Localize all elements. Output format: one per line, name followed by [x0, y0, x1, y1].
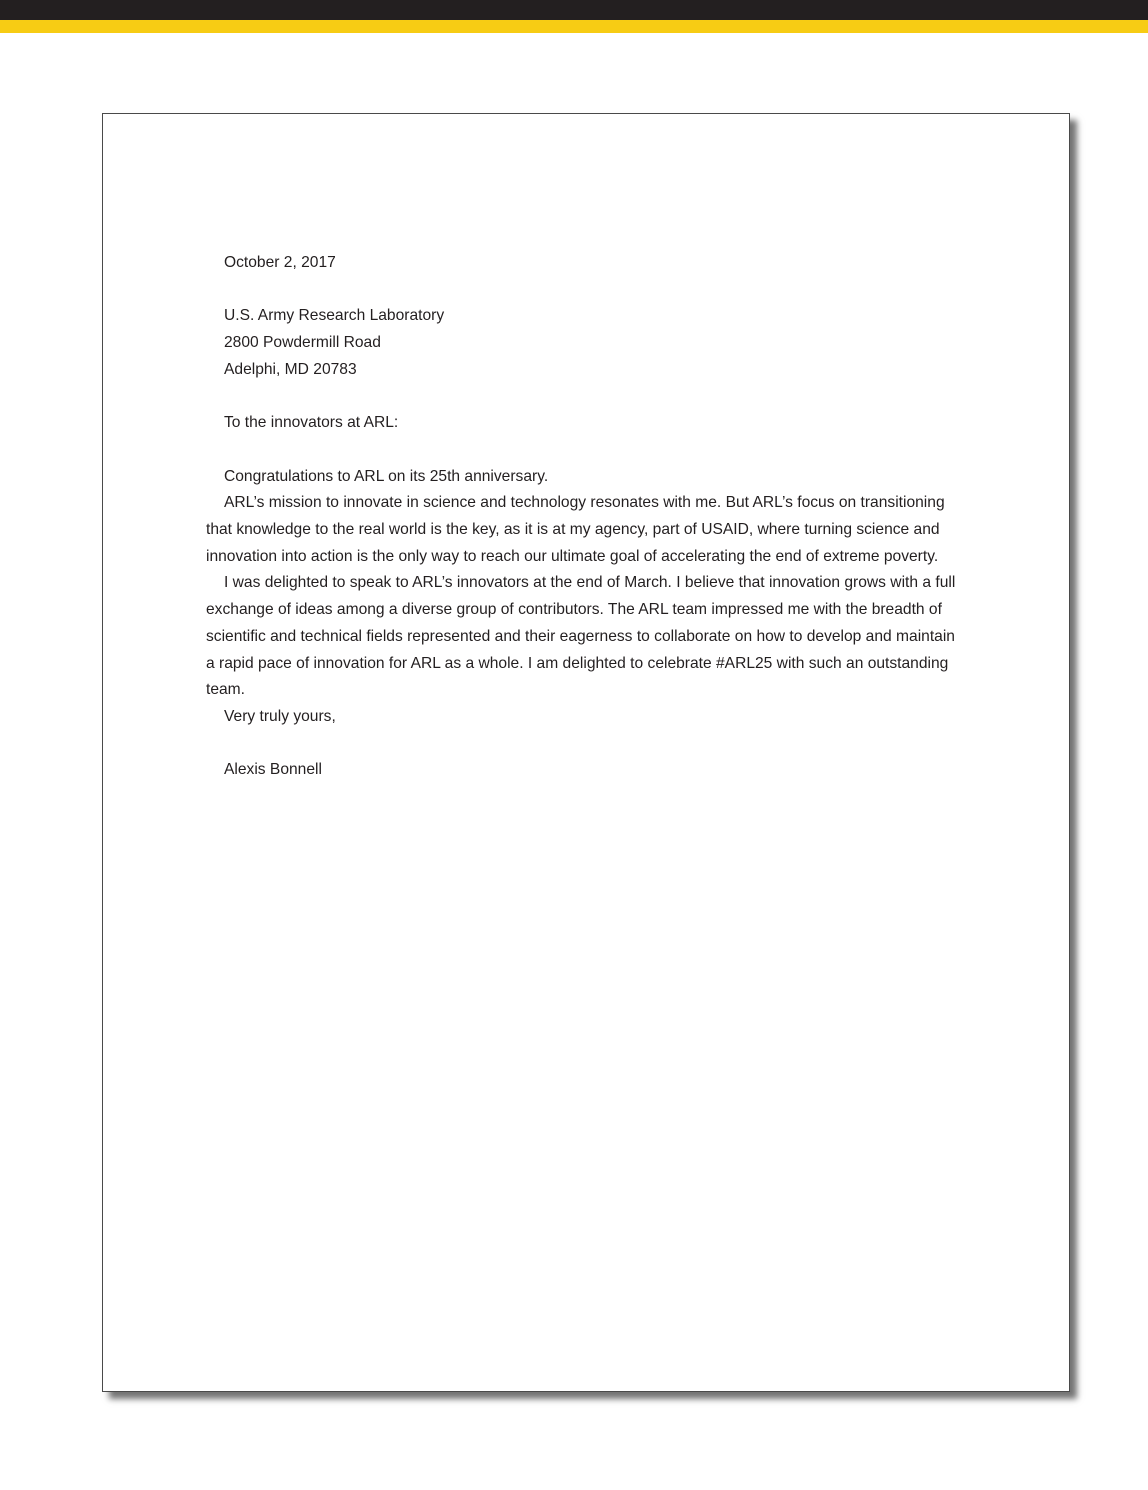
address-line-3: Adelphi, MD 20783: [224, 360, 357, 378]
letter-content: [206, 250, 966, 784]
letter-date: October 2, 2017: [224, 254, 336, 271]
body-paragraph-3: I was delighted to speak to ARL’s innovators at the end of March. I believe that innovation grows with a full exchange of ideas among a diverse group of contributors. The ARL team impressed me with the breadth of scientific and technical fields represented and their eagerness to collaborate on how to develop and maintain a rapid pace of innovation for ARL as a whole. I am delighted to celebrate #ARL25 with such an outstanding team.: [206, 574, 956, 699]
body-paragraph-2: ARL’s mission to innovate in science and technology resonates with me. But ARL’s focus on transitioning that knowledge to the real world is the key, as it is at my agency, part of USAID, where turning science and innovation into action is the only way to reach our ultimate goal of accelerating the end of extreme poverty.: [206, 494, 945, 565]
header-band-dark: [0, 0, 1148, 20]
letter-page: [102, 113, 1070, 1392]
header-band-yellow: [0, 20, 1148, 33]
signature-name: Alexis Bonnell: [224, 761, 322, 779]
address-line-2: 2800 Powdermill Road: [224, 334, 381, 352]
address-line-1: U.S. Army Research Laboratory: [224, 307, 445, 325]
body-paragraph-1: Congratulations to ARL on its 25th anniversary.: [224, 467, 549, 485]
salutation: To the innovators at ARL:: [224, 414, 399, 432]
closing: Very truly yours,: [224, 707, 336, 725]
address-block: [206, 303, 966, 383]
